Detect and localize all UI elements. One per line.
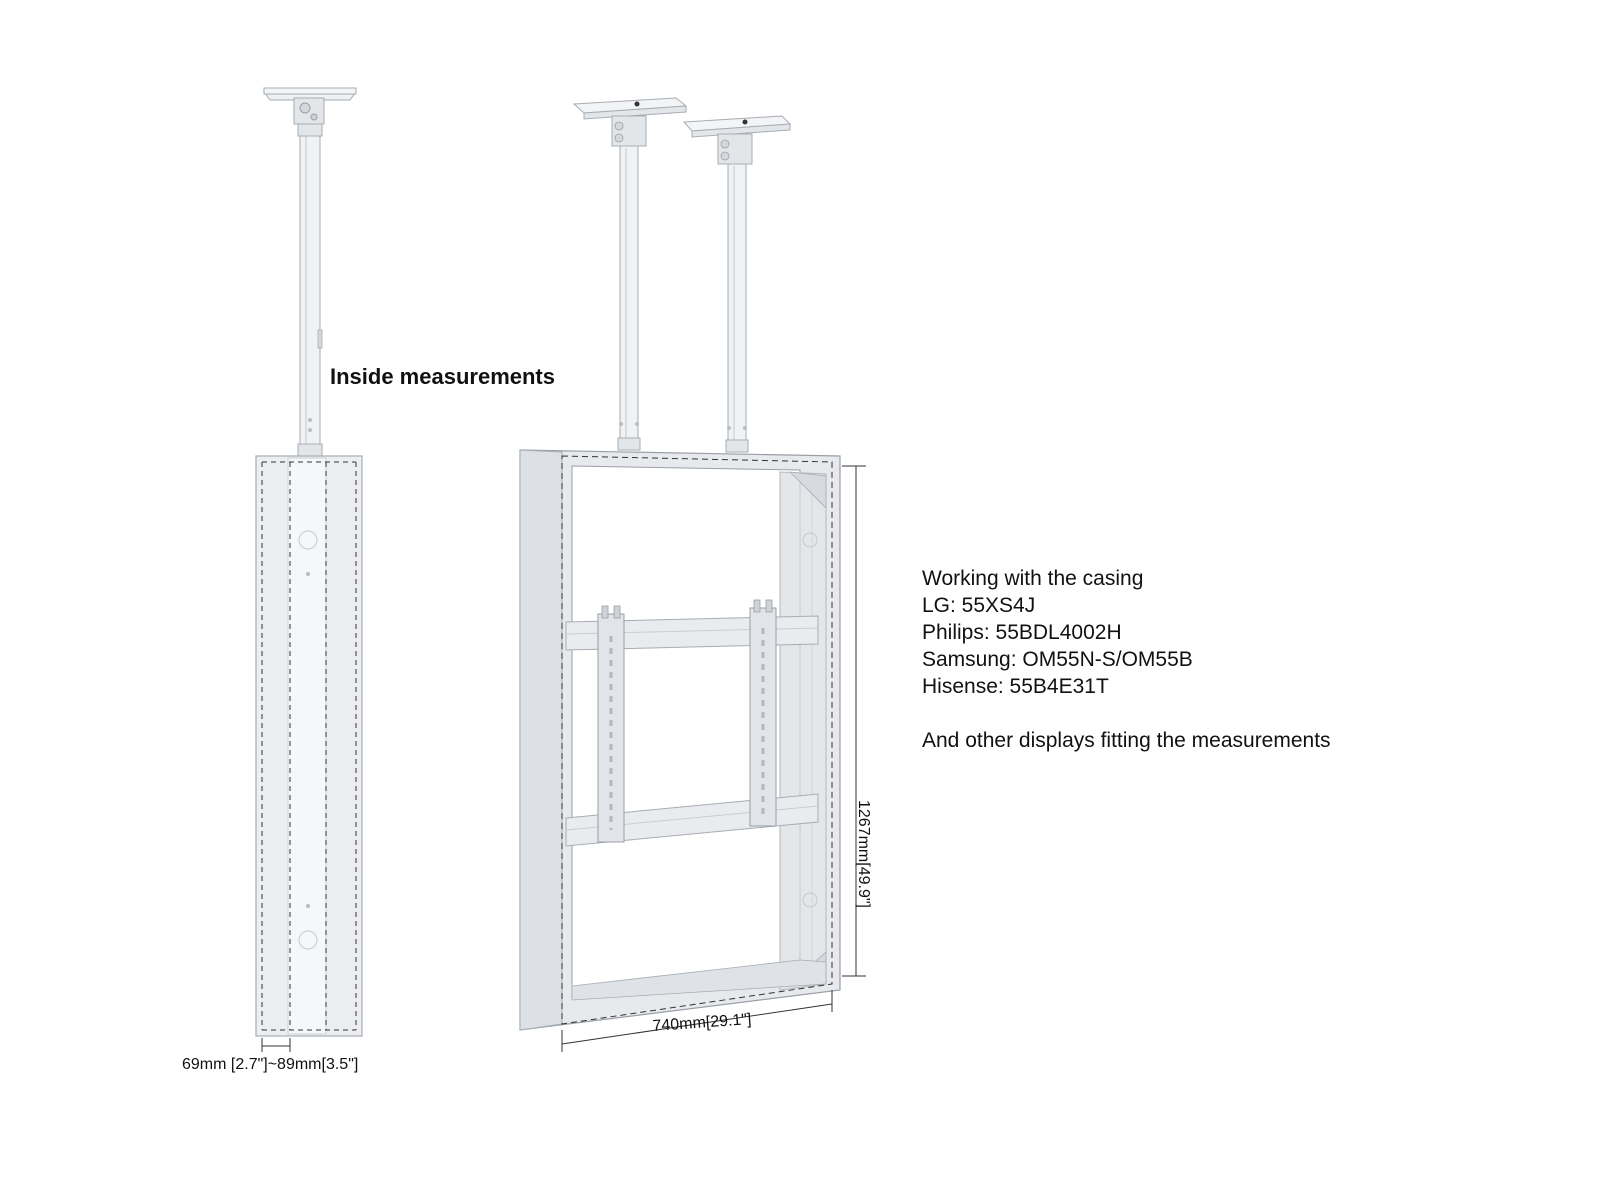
compatible-model-philips: Philips: 55BDL4002H [922,621,1122,644]
compatible-model-lg: LG: 55XS4J [922,594,1036,617]
side-width-range-label: 69mm [2.7"]~89mm[3.5"] [182,1056,359,1073]
side-ceiling-plate [264,88,356,124]
side-enclosure [256,456,362,1036]
front-left-ceiling-plate [574,98,686,146]
front-view-mount [520,98,866,1052]
front-left-pole [618,146,640,450]
compatibility-spacer [922,700,1331,727]
compatibility-info [922,565,1331,754]
side-pole [298,124,322,456]
front-right-pole [726,164,748,452]
inside-measurements-heading: Inside measurements [330,364,555,389]
compatibility-intro: Working with the casing [922,567,1144,590]
side-width-dimension [262,1038,290,1052]
front-right-ceiling-plate [684,116,790,164]
inner-width-label: 740mm[29.1"] [652,1011,753,1035]
side-view-mount [256,88,362,1052]
front-enclosure-frame [520,450,840,1030]
inner-height-label: 1267mm[49.9"] [855,800,872,908]
compatible-model-samsung: Samsung: OM55N-S/OM55B [922,648,1193,671]
compatibility-note: And other displays fitting the measurements [922,729,1331,752]
compatible-model-hisense: Hisense: 55B4E31T [922,675,1109,698]
